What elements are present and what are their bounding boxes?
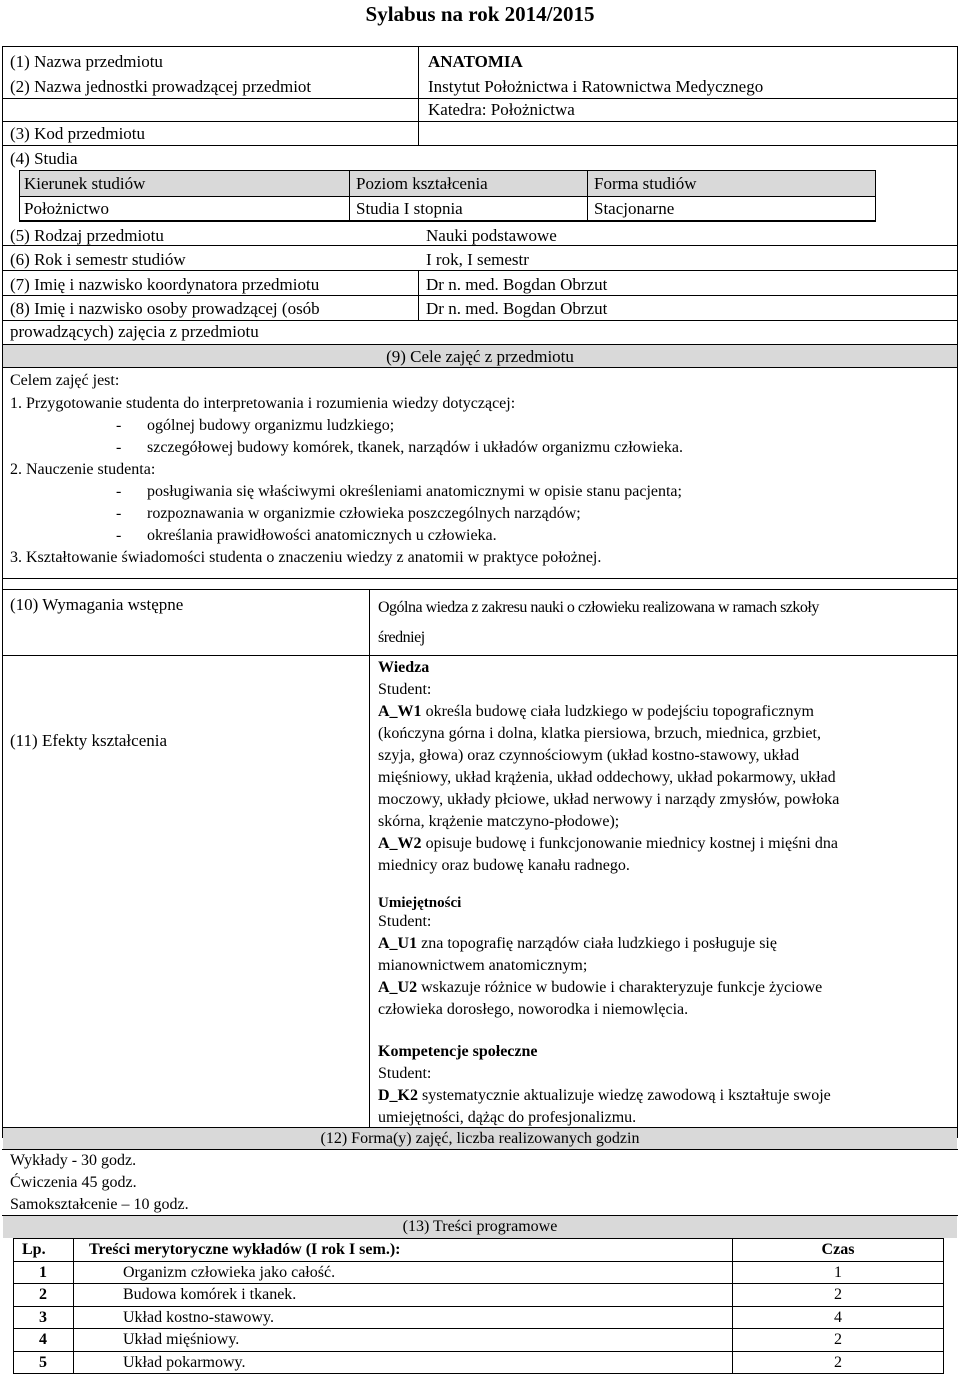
outcome-w1-line4: mięśniowy, układ krążenia, układ oddechowy, układ pokarmowy, układ (378, 769, 836, 786)
unit-value-line1: Instytut Położnictwa i Ratownictwa Medycznego (428, 77, 764, 96)
outcome-w1-line2: (kończyna górna i dolna, klatka piersiowa, brzuch, miednica, grzbiet, (378, 725, 821, 742)
goal-3: 3. Kształtowanie świadomości studenta o znaczeniu wiedzy z anatomii w praktyce położnej. (10, 549, 602, 566)
requirements-value-line2: średniej (378, 629, 425, 646)
studies-value-level: Studia I stopnia (356, 199, 463, 218)
coordinator-label: (7) Imię i nazwisko koordynatora przedmiotu (10, 275, 320, 294)
outcome-w2-line2: miednicy oraz budowę kanału radnego. (378, 857, 630, 874)
goals-header: (9) Cele zajęć z przedmiotu (386, 347, 574, 366)
goal-1-dash-2: - (116, 439, 122, 456)
goal-1-dash-1: - (116, 417, 122, 434)
studies-label: (4) Studia (10, 149, 78, 168)
goal-1-item-1: ogólnej budowy organizmu ludzkiego; (147, 417, 395, 434)
outcomes-knowledge-title: Wiedza (378, 659, 430, 676)
content-col-lp: Lp. (22, 1241, 46, 1258)
outcomes-knowledge-student: Student: (378, 681, 432, 698)
page-title: Sylabus na rok 2014/2015 (365, 2, 595, 26)
subject-name-value: ANATOMIA (428, 52, 523, 71)
outcome-w2 (378, 836, 838, 852)
content-col-time: Czas (821, 1241, 855, 1258)
outcome-u2-text: wskazuje różnice w budowie i charakteryzuje funkcje życiowe (417, 979, 823, 996)
instructor-value: Dr n. med. Bogdan Obrzut (426, 299, 608, 318)
outcome-k2-line2: umiejętności, dążąc do profesjonalizmu. (378, 1109, 637, 1126)
goal-2-dash-1: - (116, 483, 122, 500)
outcome-w2-code: A_W2 (378, 835, 422, 852)
outcome-u1-text: zna topografię narządów ciała ludzkiego i posługuje się (417, 935, 777, 952)
content-row-4-topic: Układ mięśniowy. (123, 1331, 240, 1348)
outcome-k2 (378, 1088, 831, 1104)
outcome-w1-code: A_W1 (378, 703, 422, 720)
subject-name-label: (1) Nazwa przedmiotu (10, 52, 163, 71)
studies-value-field: Położnictwo (24, 199, 109, 218)
outcome-u1 (378, 936, 777, 952)
content-row-4-time: 2 (834, 1331, 842, 1348)
studies-header-form: Forma studiów (594, 174, 697, 193)
outcome-k2-text: systematycznie aktualizuje wiedzę zawodową i kształtuje swoje (418, 1087, 831, 1104)
form-item-selfstudy: Samokształcenie – 10 godz. (10, 1196, 189, 1213)
form-item-exercises: Ćwiczenia 45 godz. (10, 1174, 137, 1191)
outcome-u2-line2: człowieka dorosłego, noworodka i niemowlęcia. (378, 1001, 689, 1018)
unit-label: (2) Nazwa jednostki prowadzącej przedmiot (10, 77, 312, 96)
content-row-1-time: 1 (834, 1264, 842, 1281)
coordinator-value: Dr n. med. Bogdan Obrzut (426, 275, 608, 294)
goal-2-dash-2: - (116, 505, 122, 522)
content-col-topic: Treści merytoryczne wykładów (I rok I sem.): (89, 1241, 401, 1258)
outcome-w1-text: określa budowę ciała ludzkiego w podejściu topograficznym (421, 703, 814, 720)
outcome-w1-line3: szyja, głowa) oraz czynnościowym (układ kostno-stawowy, układ (378, 747, 800, 764)
content-row-2-lp: 2 (39, 1286, 47, 1303)
outcome-u2-code: A_U2 (378, 979, 418, 996)
content-row-2-topic: Budowa komórek i tkanek. (123, 1286, 297, 1303)
outcome-w1 (378, 704, 814, 720)
content-header: (13) Treści programowe (402, 1218, 558, 1235)
subject-type-label: (5) Rodzaj przedmiotu (10, 226, 164, 245)
outcomes-social-student: Student: (378, 1065, 432, 1082)
forms-header: (12) Forma(y) zajęć, liczba realizowanych godzin (320, 1130, 640, 1147)
requirements-value-line1: Ogólna wiedza z zakresu nauki o człowieku realizowana w ramach szkoły (378, 599, 819, 616)
outcome-u1-code: A_U1 (378, 935, 418, 952)
goal-2-dash-3: - (116, 527, 122, 544)
subject-code-label: (3) Kod przedmiotu (10, 124, 146, 143)
content-row-5-topic: Układ pokarmowy. (123, 1354, 246, 1371)
outcome-w1-line6: skórna, krążenie matczyno-płodowe); (378, 813, 620, 830)
goals-intro: Celem zajęć jest: (10, 372, 120, 389)
outcomes-skills-student: Student: (378, 913, 432, 930)
goal-2-item-2: rozpoznawania w organizmie człowieka poszczególnych narządów; (147, 505, 581, 522)
studies-header-level: Poziom kształcenia (356, 174, 488, 193)
subject-type-value: Nauki podstawowe (426, 226, 557, 245)
content-row-5-time: 2 (834, 1354, 842, 1371)
content-row-2-time: 2 (834, 1286, 842, 1303)
outcome-u1-line2: mianownictwem anatomicznym; (378, 957, 588, 974)
studies-value-form: Stacjonarne (594, 199, 675, 218)
goal-1: 1. Przygotowanie studenta do interpretowania i rozumienia wiedzy dotyczącej: (10, 395, 516, 412)
year-semester-label: (6) Rok i semestr studiów (10, 250, 186, 269)
content-row-3-time: 4 (834, 1309, 842, 1326)
outcomes-label: (11) Efekty kształcenia (10, 731, 168, 750)
content-row-1-topic: Organizm człowieka jako całość. (123, 1264, 336, 1281)
instructor-label-line1: (8) Imię i nazwisko osoby prowadzącej (osób (10, 299, 320, 318)
content-row-1-lp: 1 (39, 1264, 47, 1281)
content-row-5-lp: 5 (39, 1354, 47, 1371)
outcome-k2-code: D_K2 (378, 1087, 418, 1104)
outcome-u2 (378, 980, 822, 996)
goal-2-item-1: posługiwania się właściwymi określeniami anatomicznymi w opisie stanu pacjenta; (147, 483, 682, 500)
goal-1-item-2: szczegółowej budowy komórek, tkanek, narządów i układów organizmu człowieka. (147, 439, 683, 456)
content-row-4-lp: 4 (39, 1331, 47, 1348)
form-item-lectures: Wykłady - 30 godz. (10, 1152, 137, 1169)
goal-2-item-3: określania prawidłowości anatomicznych u człowieka. (147, 527, 497, 544)
goal-2: 2. Nauczenie studenta: (10, 461, 156, 478)
studies-header-field: Kierunek studiów (24, 174, 146, 193)
instructor-label-line2: prowadzących) zajęcia z przedmiotu (10, 322, 259, 341)
unit-value-line2: Katedra: Położnictwa (428, 100, 575, 119)
outcome-w1-line5: moczowy, układy płciowe, układ nerwowy i narządy zmysłów, powłoka (378, 791, 840, 808)
outcomes-social-title: Kompetencje społeczne (378, 1043, 538, 1060)
content-row-3-topic: Układ kostno-stawowy. (123, 1309, 274, 1326)
year-semester-value: I rok, I semestr (426, 250, 529, 269)
content-row-3-lp: 3 (39, 1309, 47, 1326)
outcome-w2-text: opisuje budowę i funkcjonowanie miednicy kostnej i mięśni dna (421, 835, 838, 852)
outcomes-skills-title: Umiejętności (378, 895, 462, 911)
requirements-label: (10) Wymagania wstępne (10, 595, 184, 614)
